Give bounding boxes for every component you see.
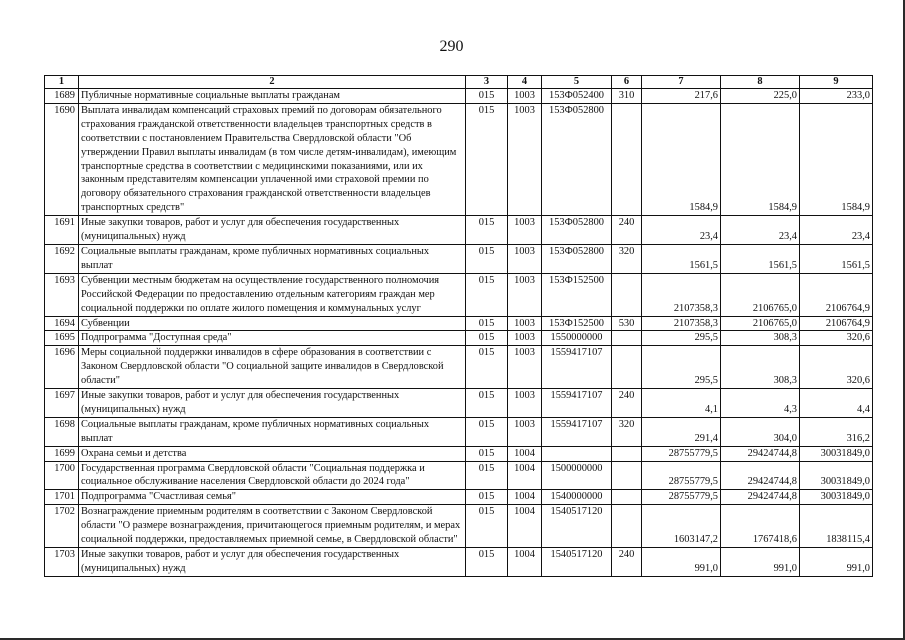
amount-cell: 2106764,9 [800,316,873,331]
row-number-cell: 1700 [45,461,79,490]
table-body [45,89,873,577]
expense-type-cell: 240 [612,216,642,245]
description-cell: Социальные выплаты гражданам, кроме публичных нормативных социальных выплат [79,244,466,273]
code-cell: 015 [466,461,508,490]
table-row [45,316,873,331]
amount-cell: 4,1 [642,389,721,418]
row-number-cell: 1693 [45,273,79,316]
amount-cell: 29424744,8 [721,461,800,490]
expense-type-cell: 530 [612,316,642,331]
row-number-cell: 1701 [45,490,79,505]
description-cell: Государственная программа Свердловской области "Социальная поддержка и социальное обслуживание населения Свердловской области до 2024 года" [79,461,466,490]
description-cell: Подпрограмма "Счастливая семья" [79,490,466,505]
expense-type-cell: 320 [612,417,642,446]
column-header: 6 [612,76,642,89]
page-number: 290 [439,38,464,55]
code-cell: 015 [466,216,508,245]
column-header: 3 [466,76,508,89]
row-number-cell: 1694 [45,316,79,331]
expense-type-cell [612,346,642,389]
amount-cell: 308,3 [721,346,800,389]
description-cell: Подпрограмма "Доступная среда" [79,331,466,346]
section-cell: 1003 [508,216,542,245]
row-number-cell: 1697 [45,389,79,418]
target-article-cell [542,446,612,461]
target-article-cell: 1540517120 [542,548,612,577]
description-cell: Субвенции местным бюджетам на осуществление государственного полномочия Российской Федерации по предоставлению отдельным категориям граждан мер социальной поддержки по оплате жилого помещения и коммунальных услуг [79,273,466,316]
code-cell: 015 [466,244,508,273]
section-cell: 1003 [508,389,542,418]
expense-type-cell [612,490,642,505]
target-article-cell: 1540517120 [542,505,612,548]
table-row [45,331,873,346]
expense-type-cell: 320 [612,244,642,273]
section-cell: 1004 [508,461,542,490]
amount-cell: 28755779,5 [642,461,721,490]
target-article-cell: 153Ф052800 [542,216,612,245]
target-article-cell: 153Ф152500 [542,273,612,316]
expense-type-cell [612,103,642,215]
table-row [45,346,873,389]
amount-cell: 991,0 [721,548,800,577]
target-article-cell: 1559417107 [542,389,612,418]
section-cell: 1003 [508,346,542,389]
amount-cell: 2106765,0 [721,316,800,331]
amount-cell: 295,5 [642,346,721,389]
code-cell: 015 [466,446,508,461]
row-number-cell: 1698 [45,417,79,446]
row-number-cell: 1690 [45,103,79,215]
description-cell: Иные закупки товаров, работ и услуг для обеспечения государственных (муниципальных) нужд [79,548,466,577]
target-article-cell: 153Ф152500 [542,316,612,331]
table-row [45,216,873,245]
target-article-cell: 1559417107 [542,417,612,446]
section-cell: 1003 [508,273,542,316]
column-header: 5 [542,76,612,89]
amount-cell: 1767418,6 [721,505,800,548]
code-cell: 015 [466,316,508,331]
amount-cell: 1603147,2 [642,505,721,548]
row-number-cell: 1691 [45,216,79,245]
expense-type-cell [612,331,642,346]
row-number-cell: 1696 [45,346,79,389]
amount-cell: 2107358,3 [642,316,721,331]
amount-cell: 1584,9 [721,103,800,215]
amount-cell: 30031849,0 [800,461,873,490]
code-cell: 015 [466,89,508,104]
section-cell: 1004 [508,505,542,548]
amount-cell: 1561,5 [642,244,721,273]
amount-cell: 4,4 [800,389,873,418]
code-cell: 015 [466,103,508,215]
target-article-cell: 153Ф052800 [542,103,612,215]
code-cell: 015 [466,548,508,577]
amount-cell: 1838115,4 [800,505,873,548]
amount-cell: 23,4 [721,216,800,245]
code-cell: 015 [466,331,508,346]
amount-cell: 29424744,8 [721,490,800,505]
code-cell: 015 [466,273,508,316]
amount-cell: 2106765,0 [721,273,800,316]
amount-cell: 30031849,0 [800,490,873,505]
amount-cell: 308,3 [721,331,800,346]
code-cell: 015 [466,389,508,418]
amount-cell: 28755779,5 [642,490,721,505]
description-cell: Охрана семьи и детства [79,446,466,461]
table-row [45,89,873,104]
amount-cell: 304,0 [721,417,800,446]
table-row [45,417,873,446]
amount-cell: 1561,5 [800,244,873,273]
amount-cell: 233,0 [800,89,873,104]
amount-cell: 217,6 [642,89,721,104]
column-header: 1 [45,76,79,89]
amount-cell: 320,6 [800,346,873,389]
column-header: 2 [79,76,466,89]
section-cell: 1004 [508,548,542,577]
amount-cell: 2106764,9 [800,273,873,316]
description-cell: Публичные нормативные социальные выплаты гражданам [79,89,466,104]
expense-type-cell [612,273,642,316]
amount-cell: 29424744,8 [721,446,800,461]
code-cell: 015 [466,505,508,548]
row-number-cell: 1699 [45,446,79,461]
table-row [45,389,873,418]
amount-cell: 23,4 [642,216,721,245]
table-row [45,446,873,461]
column-header: 7 [642,76,721,89]
expense-type-cell [612,446,642,461]
table-row [45,461,873,490]
row-number-cell: 1702 [45,505,79,548]
section-cell: 1003 [508,316,542,331]
target-article-cell: 1550000000 [542,331,612,346]
description-cell: Субвенции [79,316,466,331]
target-article-cell: 1500000000 [542,461,612,490]
section-cell: 1003 [508,103,542,215]
amount-cell: 1561,5 [721,244,800,273]
column-header: 8 [721,76,800,89]
amount-cell: 991,0 [800,548,873,577]
expense-type-cell: 240 [612,389,642,418]
expense-type-cell: 240 [612,548,642,577]
table-row [45,490,873,505]
code-cell: 015 [466,417,508,446]
description-cell: Иные закупки товаров, работ и услуг для обеспечения государственных (муниципальных) нужд [79,216,466,245]
section-cell: 1003 [508,331,542,346]
expense-type-cell [612,505,642,548]
row-number-cell: 1689 [45,89,79,104]
description-cell: Меры социальной поддержки инвалидов в сфере образования в соответствии с Законом Свердловской области "О социальной защите инвалидов в Свердловской области" [79,346,466,389]
column-header: 4 [508,76,542,89]
amount-cell: 28755779,5 [642,446,721,461]
amount-cell: 1584,9 [800,103,873,215]
amount-cell: 295,5 [642,331,721,346]
description-cell: Социальные выплаты гражданам, кроме публичных нормативных социальных выплат [79,417,466,446]
amount-cell: 320,6 [800,331,873,346]
target-article-cell: 1540000000 [542,490,612,505]
amount-cell: 225,0 [721,89,800,104]
table-row [45,273,873,316]
section-cell: 1003 [508,89,542,104]
row-number-cell: 1692 [45,244,79,273]
amount-cell: 291,4 [642,417,721,446]
section-cell: 1004 [508,446,542,461]
amount-cell: 23,4 [800,216,873,245]
column-header: 9 [800,76,873,89]
target-article-cell: 153Ф052800 [542,244,612,273]
amount-cell: 1584,9 [642,103,721,215]
target-article-cell: 1559417107 [542,346,612,389]
description-cell: Вознаграждение приемным родителям в соответствии с Законом Свердловской области "О размере вознаграждения, причитающегося приемным родителям, и мерах социальной поддержки, предоставляемых приемной семье, в Свердловской области" [79,505,466,548]
amount-cell: 30031849,0 [800,446,873,461]
budget-table [44,75,873,577]
description-cell: Выплата инвалидам компенсаций страховых премий по договорам обязательного страхования гражданской ответственности владельцев транспортных средств в соответствии с постановлением Правительства Свердловской области "Об утверждении Правил выплаты инвалидам (в том числе детям-инвалидам), имеющим транспортные средства в соответствии с медицинскими показаниями, или их законным представителям компенсации уплаченной ими страховой премии по договору обязательного страхования гражданской ответственности владельцев транспортных средств" [79,103,466,215]
table-row [45,505,873,548]
section-cell: 1003 [508,244,542,273]
expense-type-cell [612,461,642,490]
amount-cell: 991,0 [642,548,721,577]
code-cell: 015 [466,346,508,389]
expense-type-cell: 310 [612,89,642,104]
section-cell: 1004 [508,490,542,505]
table-row [45,548,873,577]
code-cell: 015 [466,490,508,505]
section-cell: 1003 [508,417,542,446]
row-number-cell: 1703 [45,548,79,577]
target-article-cell: 153Ф052400 [542,89,612,104]
row-number-cell: 1695 [45,331,79,346]
amount-cell: 316,2 [800,417,873,446]
header-row [45,76,873,89]
description-cell: Иные закупки товаров, работ и услуг для обеспечения государственных (муниципальных) нужд [79,389,466,418]
table-row [45,103,873,215]
amount-cell: 4,3 [721,389,800,418]
amount-cell: 2107358,3 [642,273,721,316]
table-row [45,244,873,273]
